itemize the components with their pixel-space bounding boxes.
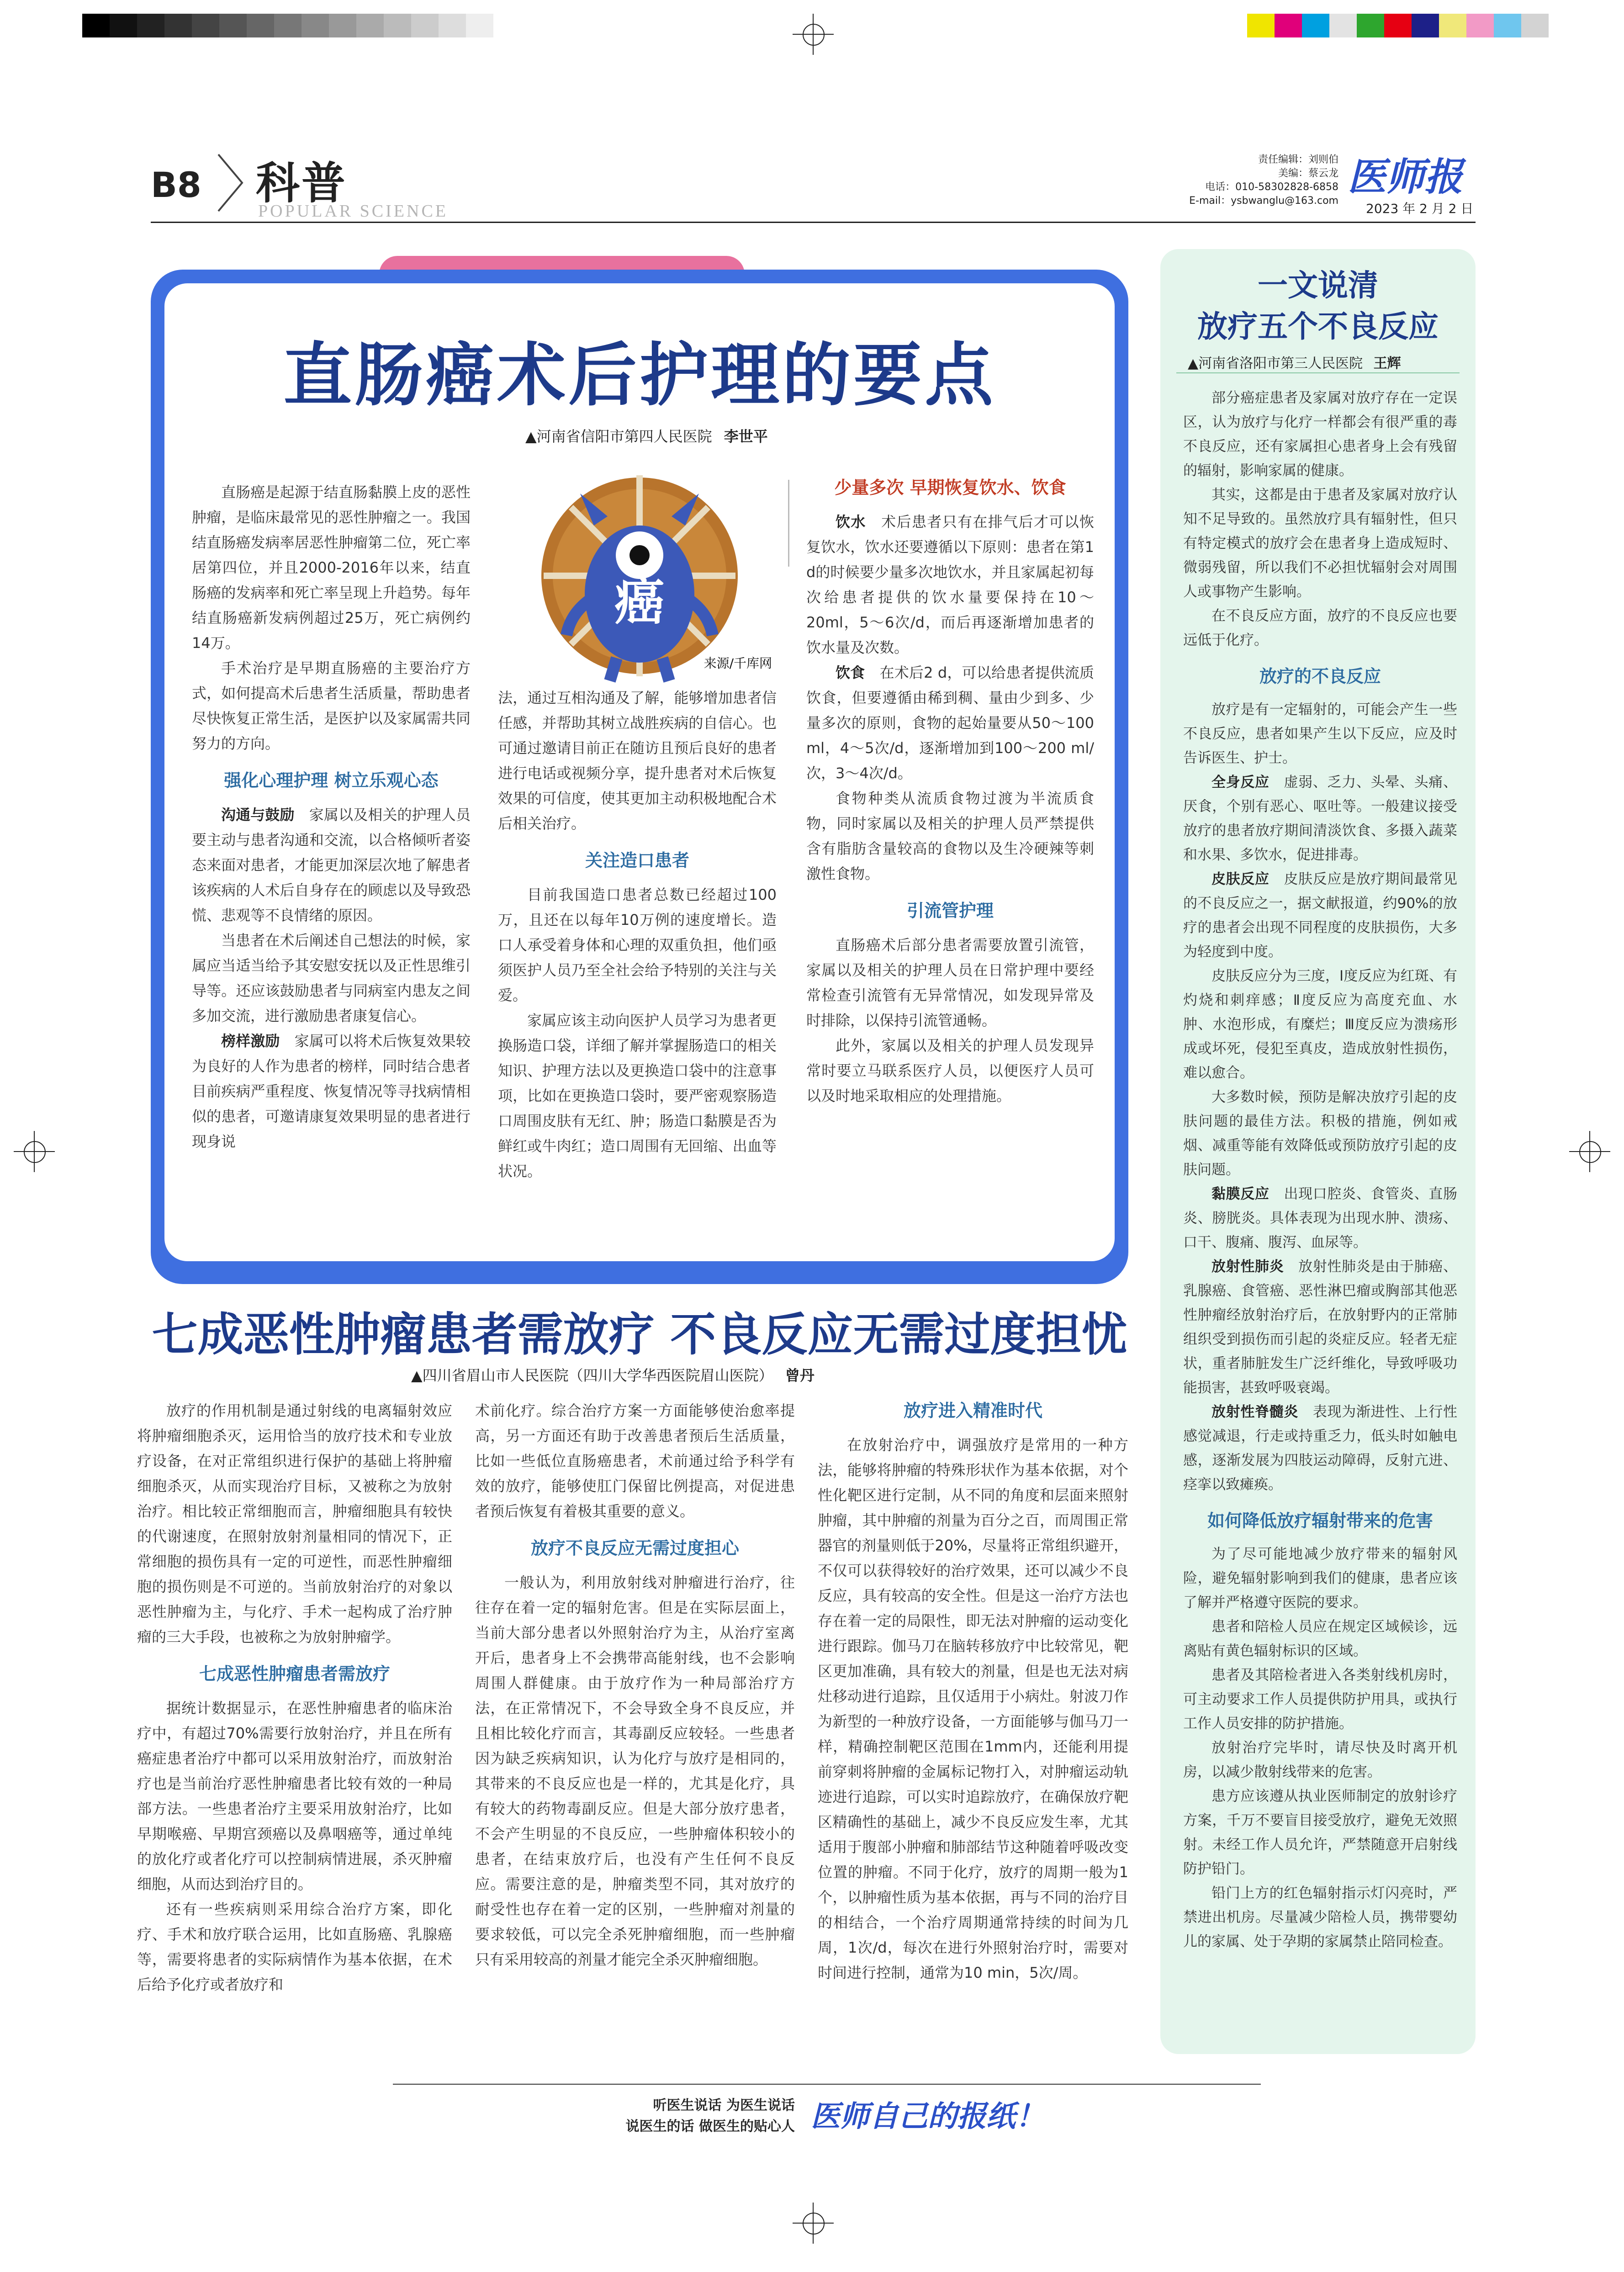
paragraph: 此外，家属以及相关的护理人员发现异常时要立马联系医疗人员，以便医疗人员可以及时地采取相应的处理措施。 — [806, 1037, 1094, 1104]
article1-title: 直肠癌术后护理的要点 — [283, 336, 996, 415]
paragraph: 铅门上方的红色辐射指示灯闪亮时，严禁进出机房。尽量减少陪检人员，携带婴幼儿的家属、处于孕期的家属禁止陪同检查。 — [1183, 1885, 1457, 1950]
editor-info — [1188, 153, 1338, 208]
article2-column-2 — [475, 1398, 795, 1972]
paragraph: 据统计数据显示，在恶性肿瘤患者的临床治疗中，有超过70%需要行放射治疗，并且在所有癌症患者治疗中都可以采用放射治疗，而放射治疗也是当前治疗恶性肿瘤患者比较有效的一种局部方法。一些患者治疗主要采用放射治疗，比如早期喉癌、早期宫颈癌以及鼻咽癌等，通过单纯的放化疗或者化疗可以控制病情进展，杀灭肿瘤细胞，从而达到治疗目的。 — [137, 1699, 452, 1893]
article2-title: 七成恶性肿瘤患者需放疗 不良反应无需过度担忧 — [152, 1308, 1127, 1361]
paragraph: 目前我国造口患者总数已经超过100万，且还在以每年10万例的速度增长。造口人承受着身体和心理的双重负担，他们亟须医护人员乃至全社会给予特别的关注与关爱。 — [498, 886, 777, 1004]
article2-column-1 — [137, 1398, 452, 1997]
paragraph: 当患者在术后阐述自己想法的时候，家属应当适当给予其安慰安抚以及正性思维引导等。还应该鼓励患者与同病室内患友之间多加交流，进行激励患者康复信心。 — [192, 932, 471, 1025]
paragraph: 放射性肺炎是由于肺癌、乳腺癌、食管癌、恶性淋巴瘤或胸部其他恶性肿瘤经放射治疗后，在放射野内的正常肺组织受到损伤而引起的炎症反应。轻者无症状，重者肺脏发生广泛纤维化，导致呼吸功能损害，甚致呼吸衰竭。 — [1183, 1258, 1457, 1396]
registration-crosshair-right — [1569, 1131, 1610, 1172]
paragraph: 患方应该遵从执业医师制定的放射诊疗方案，千万不要盲目接受放疗，避免无效照射。未经工作人员允许，严禁随意开启射线防护铅门。 — [1183, 1788, 1457, 1877]
header-rule — [151, 222, 1476, 223]
subheading: 引流管护理 — [906, 901, 994, 921]
article1-byline — [525, 425, 768, 446]
paragraph: 其实，这都是由于患者及家属对放疗认知不足导致的。虽然放疗具有辐射性，但只有特定模式的放疗会在患者身上造成短时、微弱残留，所以我们不必担忧辐射会对周围人或事物产生影响。 — [1183, 487, 1457, 600]
registration-crosshair-left — [14, 1131, 55, 1172]
paragraph: 皮肤反应是放疗期间最常见的不良反应之一，据文献报道，约90%的放疗的患者会出现不同程度的皮肤损伤，大多为轻度到中度。 — [1183, 871, 1457, 960]
registration-crosshair-bottom — [793, 2203, 834, 2244]
article1-column-3 — [806, 475, 1094, 1109]
sidebar-title — [1160, 265, 1476, 347]
paragraph: 部分癌症患者及家属对放疗存在一定误区，认为放疗与化疗一样都会有很严重的毒不良反应，还有家属担心患者身上会有残留的辐射，影响家属的健康。 — [1183, 390, 1457, 479]
image-caption: 来源/千库网 — [704, 656, 772, 671]
sidebar-byline — [1188, 352, 1401, 372]
paragraph: 在放射治疗中，调强放疗是常用的一种方法，能够将肿瘤的特殊形状作为基本依据，对个性化靶区进行定制，从不同的角度和层面来照射肿瘤，其中肿瘤的剂量为百分之百，而周围正常器官的剂量则低于20%，尽量将正常组织避开，不仅可以获得较好的治疗效果，还可以减少不良反应，具有较高的安全性。但是这一治疗方法也存在着一定的局限性，即无法对肿瘤的运动变化进行跟踪。伽马刀在脑转移放疗中比较常见，靶区更加准确，具有较大的剂量，但是也无法对病灶移动进行追踪，且仅适用于小病灶。射波刀作为新型的一种放疗设备，一方面能够与伽马刀一样，精确控制靶区范围在1mm内，还能利用提前穿刺将肿瘤的金属标记物打入，对肿瘤运动轨迹进行追踪，可以实时追踪放疗，在确保放疗靶区精确性的基础上，减少不良反应发生率，尤其适用于腹部小肿瘤和肺部结节这种随着呼吸改变位置的肿瘤。不同于化疗，放疗的周期一般为1个，以肿瘤性质为基本依据，再与不同的治疗目的相结合，一个治疗周期通常持续的时间为几周，1次/d，每次在进行外照射治疗时，需要对时间进行控制，通常为10 min，5次/周。 — [818, 1436, 1128, 1981]
subheading: 关注造口患者 — [585, 850, 689, 871]
paragraph: 患者和陪检人员应在规定区域候诊，远离贴有黄色辐射标识的区域。 — [1183, 1619, 1457, 1659]
subheading: 放疗不良反应无需过度担心 — [530, 1538, 739, 1558]
footer-slogan-1: 听医生说话 为医生说话 — [653, 2097, 795, 2113]
page-number: B8 — [151, 165, 201, 205]
article2-byline-place: ▲四川省眉山市人民医院（四川大学华西医院眉山医院） — [411, 1367, 773, 1384]
paragraph: 为了尽可能地减少放疗带来的辐射风险，避免辐射影响到我们的健康，患者应该了解并严格遵守医院的要求。 — [1183, 1546, 1457, 1611]
paragraph: 一般认为，利用放射线对肿瘤进行治疗，往往存在着一定的辐射危害。但是在实际层面上，当前大部分患者以外照射治疗为主，从治疗室离开后，患者身上不会携带高能射线，也不会影响周围人群健康。由于放疗作为一种局部治疗方法，在正常情况下，不会导致全身不良反应，并且相比较化疗而言，其毒副反应较轻。一些患者因为缺乏疾病知识，认为化疗与放疗是相同的，其带来的不良反应也是一样的，尤其是化疗，具有较大的药物毒副反应。但是大部分放疗患者，不会产生明显的不良反应，一些肿瘤体积较小的患者，在结束放疗后，也没有产生任何不良反应。需要注意的是，肿瘤类型不同，其对放疗的耐受性也存在着一定的区别，一些肿瘤对剂量的要求较低，可以完全杀死肿瘤细胞，而一些肿瘤只有采用较高的剂量才能完全杀灭肿瘤细胞。 — [475, 1574, 795, 1968]
keyword: 放射性脊髓炎 — [1211, 1404, 1299, 1420]
footer-slogans — [566, 2095, 795, 2137]
paragraph: 手术治疗是早期直肠癌的主要治疗方式，如何提高术后患者生活质量，帮助患者尽快恢复正常生活，是医护以及家属需共同努力的方向。 — [192, 659, 471, 752]
paragraph: 虚弱、乏力、头晕、头痛、厌食，个别有恶心、呕吐等。一般建议接受放疗的患者放疗期间清淡饮食、多摄入蔬菜和水果、多饮水，促进排毒。 — [1183, 774, 1457, 863]
sidebar-byline-place: ▲河南省洛阳市第三人民医院 — [1188, 356, 1363, 372]
column-divider — [788, 480, 789, 567]
keyword: 放射性肺炎 — [1211, 1258, 1284, 1275]
keyword: 饮水 — [836, 513, 866, 531]
subheading: 放疗的不良反应 — [1259, 666, 1381, 686]
cancer-monster-illustration — [503, 462, 786, 690]
monster-glyph: 癌 — [614, 573, 665, 631]
grayscale-registration-bar — [82, 14, 493, 37]
paragraph: 术后患者只有在排气后才可以恢复饮水，饮水还要遵循以下原则：患者在第1 d的时候要少量多次地饮水，并且家属起初每次给患者提供的饮水量要保持在10～20ml，5～6次/d，而后再逐渐增加患者的饮水量及次数。 — [806, 513, 1094, 656]
keyword: 黏膜反应 — [1211, 1186, 1270, 1202]
paragraph: 放疗是有一定辐射的，可能会产生一些不良反应，患者如果产生以下反应，应及时告诉医生、护士。 — [1183, 701, 1457, 766]
subheading: 如何降低放疗辐射带来的危害 — [1207, 1511, 1433, 1531]
paragraph: 直肠癌术后部分患者需要放置引流管，家属以及相关的护理人员在日常护理中要经常检查引流管有无异常情况，如发现异常及时排除，以保持引流管通畅。 — [806, 936, 1094, 1029]
keyword: 榜样激励 — [221, 1032, 280, 1050]
subheading: 强化心理护理 树立乐观心态 — [224, 770, 439, 791]
section-title: 科普 — [256, 158, 347, 209]
paragraph: 患者及其陪检者进入各类射线机房时，可主动要求工作人员提供防护用具，或执行工作人员安排的防护措施。 — [1183, 1667, 1457, 1732]
subheading: 七成恶性肿瘤患者需放疗 — [199, 1664, 390, 1684]
paragraph: 表现为渐进性、上行性感觉减退，行走或持重乏力，低头时如触电感，逐渐发展为四肢运动障碍，反射亢进、痉挛以致瘫痪。 — [1183, 1404, 1457, 1493]
registration-crosshair-top — [793, 14, 834, 55]
sidebar-rule — [1176, 372, 1460, 373]
paragraph: 家属以及相关的护理人员要主动与患者沟通和交流，以合格倾听者姿态来面对患者，才能更加深层次地了解患者该疾病的人术后自身存在的顾虑以及导致恐慌、悲观等不良情绪的原因。 — [192, 806, 471, 924]
paragraph: 大多数时候，预防是解决放疗引起的皮肤问题的最佳方法。积极的措施，例如戒烟、减重等能有效降低或预防放疗引起的皮肤问题。 — [1183, 1089, 1457, 1178]
keyword: 全身反应 — [1211, 774, 1270, 791]
paragraph: 放疗的作用机制是通过射线的电离辐射效应将肿瘤细胞杀灭，运用恰当的放疗技术和专业放疗设备，在对正常组织进行保护的基础上将肿瘤细胞杀灭，从而实现治疗目标，又被称之为放射治疗。相比较正常细胞而言，肿瘤细胞具有较快的代谢速度，在照射放射剂量相同的情况下，正常细胞的损伤具有一定的可逆性，而恶性肿瘤细胞的损伤则是不可逆的。当前放射治疗的对象以恶性肿瘤为主，与化疗、手术一起构成了治疗肿瘤的三大手段，也被称之为放射肿瘤学。 — [137, 1402, 452, 1646]
footer-slogan-2: 说医生的话 做医生的贴心人 — [625, 2118, 795, 2134]
footer-rule — [393, 2084, 1261, 2085]
sidebar-author: 王辉 — [1373, 356, 1401, 372]
paragraph: 皮肤反应分为三度，Ⅰ度反应为红斑、有灼烧和刺痒感；Ⅱ度反应为高度充血、水肿、水泡形成，有糜烂；Ⅲ度反应为溃疡形成或坏死，侵犯至真皮，造成放射性损伤，难以愈合。 — [1183, 968, 1457, 1081]
article2-author: 曾丹 — [785, 1367, 815, 1384]
issue-date: 2023 年 2 月 2 日 — [1366, 201, 1474, 216]
paragraph: 出现口腔炎、食管炎、直肠炎、膀胱炎。具体表现为出现水肿、溃疡、口干、腹痛、腹泻、血尿等。 — [1183, 1186, 1457, 1251]
paragraph: 术前化疗。综合治疗方案一方面能够使治愈率提高，另一方面还有助于改善患者预后生活质量，比如一些低位直肠癌患者，术前通过给予科学有效的放疗，能够使肛门保留比例提高，对促进患者预后恢复有着极其重要的意义。 — [475, 1402, 795, 1520]
email-line: E-mail：ysbwanglu@163.com — [1189, 195, 1338, 207]
paragraph: 放射治疗完毕时，请尽快及时离开机房，以减少散射线带来的危害。 — [1183, 1740, 1457, 1780]
paragraph: 家属应该主动向医护人员学习为患者更换肠造口袋，详细了解并掌握肠造口的相关知识、护理方法以及更换造口袋中的注意事项，比如在更换造口袋时，要严密观察肠造口周围皮肤有无红、肿；肠造口黏膜是否为鲜红或牛肉红；造口周围有无回缩、出血等状况。 — [498, 1012, 777, 1180]
article2-byline — [411, 1364, 815, 1385]
paragraph: 在不良反应方面，放疗的不良反应也要远低于化疗。 — [1183, 608, 1457, 648]
article1-column-2 — [498, 685, 777, 1184]
sidebar-title-line1: 一文说清 — [1258, 268, 1378, 303]
footer-brand: 医师自己的报纸！ — [811, 2100, 1045, 2134]
article1-author: 李世平 — [724, 428, 768, 445]
paragraph: 直肠癌是起源于结直肠黏膜上皮的恶性肿瘤，是临床最常见的恶性肿瘤之一。我国结直肠癌发病率居恶性肿瘤第二位，死亡率居第四位，并且2000-2016年以来，结直肠癌的发病率和死亡率呈现上升趋势。每年结直肠癌新发病例超过25万，死亡病例约14万。 — [192, 483, 471, 652]
subheading: 放疗进入精准时代 — [903, 1401, 1042, 1421]
chevron-right-icon — [215, 151, 247, 215]
sidebar-body — [1183, 386, 1457, 1954]
subheading: 少量多次 早期恢复饮水、饮食 — [834, 478, 1066, 498]
article1-byline-place: ▲河南省信阳市第四人民医院 — [525, 428, 712, 445]
color-registration-bar — [1247, 14, 1549, 37]
sidebar-title-line2: 放疗五个不良反应 — [1197, 309, 1439, 344]
paragraph: 还有一些疾病则采用综合治疗方案，即化疗、手术和放疗联合运用，比如直肠癌、乳腺癌等，需要将患者的实际病情作为基本依据，在术后给予化疗或者放疗和 — [137, 1900, 452, 1993]
art-editor-line: 美编：蔡云龙 — [1278, 168, 1338, 179]
phone-line: 电话：010-58302828-6858 — [1205, 181, 1338, 193]
paragraph: 法，通过互相沟通及了解，能够增加患者信任感，并帮助其树立战胜疾病的自信心。也可通过邀请目前正在随访且预后良好的患者进行电话或视频分享，提升患者对术后恢复效果的可信度，使其更加主动积极地配合术后相关治疗。 — [498, 689, 777, 832]
keyword: 沟通与鼓励 — [221, 806, 295, 823]
editor-line: 责任编辑：刘则伯 — [1258, 154, 1338, 165]
section-subtitle: POPULAR SCIENCE — [258, 202, 448, 221]
paragraph: 家属可以将术后恢复效果较为良好的人作为患者的榜样，同时结合患者目前疾病严重程度、恢复情况等寻找病情相似的患者，可邀请康复效果明显的患者进行现身说 — [192, 1032, 471, 1150]
paper-logo: 医师报 — [1348, 154, 1463, 199]
article1-column-1 — [192, 480, 471, 1154]
keyword: 饮食 — [836, 664, 865, 681]
paragraph: 食物种类从流质食物过渡为半流质食物，同时家属以及相关的护理人员严禁提供含有脂肪含量较高的食物以及生冷硬辣等刺激性食物。 — [806, 790, 1094, 882]
paragraph: 在术后2 d，可以给患者提供流质饮食，但要遵循由稀到稠、量由少到多、少量多次的原则，食物的起始量要从50～100 ml，4～5次/d，逐渐增加到100～200 ml/次，3～4次/d。 — [806, 664, 1094, 782]
article2-column-3 — [818, 1398, 1128, 1985]
keyword: 皮肤反应 — [1211, 871, 1270, 887]
